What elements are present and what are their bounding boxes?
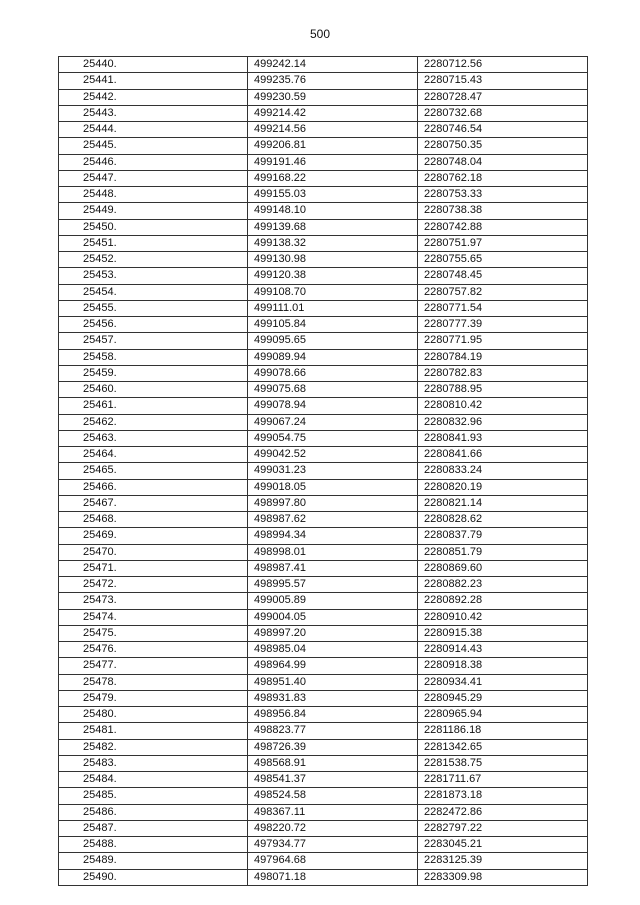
point-number-cell: 25451. — [59, 235, 248, 251]
point-number-cell: 25462. — [59, 414, 248, 430]
y-coordinate-cell: 2280882.23 — [418, 577, 588, 593]
y-coordinate-cell: 2280782.83 — [418, 365, 588, 381]
x-coordinate-cell: 498823.77 — [248, 723, 418, 739]
x-coordinate-cell: 499111.01 — [248, 300, 418, 316]
y-coordinate-cell: 2280750.35 — [418, 138, 588, 154]
x-coordinate-cell: 498541.37 — [248, 772, 418, 788]
x-coordinate-cell: 499042.52 — [248, 447, 418, 463]
point-number-cell: 25466. — [59, 479, 248, 495]
table-row — [59, 788, 588, 804]
point-number-cell: 25455. — [59, 300, 248, 316]
x-coordinate-cell: 498931.83 — [248, 690, 418, 706]
table-row — [59, 398, 588, 414]
x-coordinate-cell: 499242.14 — [248, 57, 418, 73]
point-number-cell: 25490. — [59, 869, 248, 885]
point-number-cell: 25479. — [59, 690, 248, 706]
y-coordinate-cell: 2280910.42 — [418, 609, 588, 625]
point-number-cell: 25482. — [59, 739, 248, 755]
table-row — [59, 609, 588, 625]
table-row — [59, 122, 588, 138]
y-coordinate-cell: 2280841.66 — [418, 447, 588, 463]
y-coordinate-cell: 2280821.14 — [418, 495, 588, 511]
y-coordinate-cell: 2280757.82 — [418, 284, 588, 300]
table-row — [59, 284, 588, 300]
table-row — [59, 479, 588, 495]
point-number-cell: 25472. — [59, 577, 248, 593]
point-number-cell: 25474. — [59, 609, 248, 625]
x-coordinate-cell: 498997.80 — [248, 495, 418, 511]
table-row — [59, 820, 588, 836]
x-coordinate-cell: 498367.11 — [248, 804, 418, 820]
point-number-cell: 25483. — [59, 755, 248, 771]
point-number-cell: 25457. — [59, 333, 248, 349]
table-row — [59, 203, 588, 219]
y-coordinate-cell: 2280934.41 — [418, 674, 588, 690]
x-coordinate-cell: 499214.42 — [248, 105, 418, 121]
y-coordinate-cell: 2280828.62 — [418, 512, 588, 528]
table-row — [59, 528, 588, 544]
table-row — [59, 349, 588, 365]
y-coordinate-cell: 2280945.29 — [418, 690, 588, 706]
table-row — [59, 804, 588, 820]
y-coordinate-cell: 2280918.38 — [418, 658, 588, 674]
point-number-cell: 25444. — [59, 122, 248, 138]
table-row — [59, 772, 588, 788]
point-number-cell: 25445. — [59, 138, 248, 154]
y-coordinate-cell: 2280833.24 — [418, 463, 588, 479]
x-coordinate-cell: 499005.89 — [248, 593, 418, 609]
point-number-cell: 25485. — [59, 788, 248, 804]
y-coordinate-cell: 2280788.95 — [418, 382, 588, 398]
point-number-cell: 25448. — [59, 187, 248, 203]
point-number-cell: 25465. — [59, 463, 248, 479]
y-coordinate-cell: 2280837.79 — [418, 528, 588, 544]
point-number-cell: 25473. — [59, 593, 248, 609]
y-coordinate-cell: 2280755.65 — [418, 252, 588, 268]
table-row — [59, 739, 588, 755]
table-row — [59, 512, 588, 528]
table-row — [59, 300, 588, 316]
table-row — [59, 105, 588, 121]
y-coordinate-cell: 2280784.19 — [418, 349, 588, 365]
table-row — [59, 414, 588, 430]
y-coordinate-cell: 2283045.21 — [418, 837, 588, 853]
x-coordinate-cell: 499075.68 — [248, 382, 418, 398]
y-coordinate-cell: 2280753.33 — [418, 187, 588, 203]
point-number-cell: 25464. — [59, 447, 248, 463]
x-coordinate-cell: 499139.68 — [248, 219, 418, 235]
point-number-cell: 25481. — [59, 723, 248, 739]
x-coordinate-cell: 499206.81 — [248, 138, 418, 154]
y-coordinate-cell: 2283309.98 — [418, 869, 588, 885]
y-coordinate-cell: 2280892.28 — [418, 593, 588, 609]
point-number-cell: 25441. — [59, 73, 248, 89]
table-row — [59, 869, 588, 885]
y-coordinate-cell: 2280712.56 — [418, 57, 588, 73]
y-coordinate-cell: 2280841.93 — [418, 430, 588, 446]
point-number-cell: 25486. — [59, 804, 248, 820]
point-number-cell: 25478. — [59, 674, 248, 690]
y-coordinate-cell: 2280832.96 — [418, 414, 588, 430]
point-number-cell: 25468. — [59, 512, 248, 528]
x-coordinate-cell: 498220.72 — [248, 820, 418, 836]
x-coordinate-cell: 497934.77 — [248, 837, 418, 853]
table-row — [59, 187, 588, 203]
x-coordinate-cell: 499230.59 — [248, 89, 418, 105]
y-coordinate-cell: 2281538.75 — [418, 755, 588, 771]
table-row — [59, 707, 588, 723]
table-row — [59, 333, 588, 349]
x-coordinate-cell: 499108.70 — [248, 284, 418, 300]
x-coordinate-cell: 498568.91 — [248, 755, 418, 771]
y-coordinate-cell: 2281186.18 — [418, 723, 588, 739]
table-row — [59, 317, 588, 333]
point-number-cell: 25460. — [59, 382, 248, 398]
point-number-cell: 25446. — [59, 154, 248, 170]
x-coordinate-cell: 498524.58 — [248, 788, 418, 804]
x-coordinate-cell: 499214.56 — [248, 122, 418, 138]
y-coordinate-cell: 2280728.47 — [418, 89, 588, 105]
table-row — [59, 674, 588, 690]
x-coordinate-cell: 499031.23 — [248, 463, 418, 479]
x-coordinate-cell: 499148.10 — [248, 203, 418, 219]
y-coordinate-cell: 2280810.42 — [418, 398, 588, 414]
x-coordinate-cell: 499235.76 — [248, 73, 418, 89]
y-coordinate-cell: 2282797.22 — [418, 820, 588, 836]
point-number-cell: 25487. — [59, 820, 248, 836]
x-coordinate-cell: 498726.39 — [248, 739, 418, 755]
table-row — [59, 57, 588, 73]
y-coordinate-cell: 2281342.65 — [418, 739, 588, 755]
point-number-cell: 25443. — [59, 105, 248, 121]
table-row — [59, 252, 588, 268]
x-coordinate-cell: 499078.94 — [248, 398, 418, 414]
x-coordinate-cell: 498995.57 — [248, 577, 418, 593]
point-number-cell: 25471. — [59, 560, 248, 576]
x-coordinate-cell: 499018.05 — [248, 479, 418, 495]
point-number-cell: 25476. — [59, 642, 248, 658]
point-number-cell: 25440. — [59, 57, 248, 73]
table-row — [59, 544, 588, 560]
x-coordinate-cell: 498071.18 — [248, 869, 418, 885]
table-row — [59, 170, 588, 186]
point-number-cell: 25453. — [59, 268, 248, 284]
table-row — [59, 577, 588, 593]
y-coordinate-cell: 2280762.18 — [418, 170, 588, 186]
x-coordinate-cell: 499078.66 — [248, 365, 418, 381]
table-row — [59, 642, 588, 658]
point-number-cell: 25461. — [59, 398, 248, 414]
table-row — [59, 447, 588, 463]
x-coordinate-cell: 499191.46 — [248, 154, 418, 170]
point-number-cell: 25469. — [59, 528, 248, 544]
page-number: 500 — [309, 27, 331, 41]
table-row — [59, 73, 588, 89]
x-coordinate-cell: 498987.62 — [248, 512, 418, 528]
point-number-cell: 25452. — [59, 252, 248, 268]
y-coordinate-cell: 2280851.79 — [418, 544, 588, 560]
y-coordinate-cell: 2280738.38 — [418, 203, 588, 219]
y-coordinate-cell: 2280914.43 — [418, 642, 588, 658]
x-coordinate-cell: 499130.98 — [248, 252, 418, 268]
table-row — [59, 138, 588, 154]
x-coordinate-cell: 498951.40 — [248, 674, 418, 690]
y-coordinate-cell: 2283125.39 — [418, 853, 588, 869]
y-coordinate-cell: 2280820.19 — [418, 479, 588, 495]
table-row — [59, 837, 588, 853]
point-number-cell: 25489. — [59, 853, 248, 869]
x-coordinate-cell: 498987.41 — [248, 560, 418, 576]
y-coordinate-cell: 2280748.45 — [418, 268, 588, 284]
y-coordinate-cell: 2280748.04 — [418, 154, 588, 170]
table-row — [59, 235, 588, 251]
point-number-cell: 25454. — [59, 284, 248, 300]
x-coordinate-cell: 499054.75 — [248, 430, 418, 446]
point-number-cell: 25447. — [59, 170, 248, 186]
y-coordinate-cell: 2280746.54 — [418, 122, 588, 138]
table-row — [59, 853, 588, 869]
point-number-cell: 25449. — [59, 203, 248, 219]
x-coordinate-cell: 497964.68 — [248, 853, 418, 869]
x-coordinate-cell: 499155.03 — [248, 187, 418, 203]
point-number-cell: 25467. — [59, 495, 248, 511]
table-row — [59, 658, 588, 674]
x-coordinate-cell: 499168.22 — [248, 170, 418, 186]
point-number-cell: 25450. — [59, 219, 248, 235]
x-coordinate-cell: 499105.84 — [248, 317, 418, 333]
table-row — [59, 463, 588, 479]
x-coordinate-cell: 499067.24 — [248, 414, 418, 430]
point-number-cell: 25458. — [59, 349, 248, 365]
x-coordinate-cell: 499138.32 — [248, 235, 418, 251]
table-row — [59, 219, 588, 235]
table-row — [59, 723, 588, 739]
table-row — [59, 430, 588, 446]
x-coordinate-cell: 498998.01 — [248, 544, 418, 560]
point-number-cell: 25477. — [59, 658, 248, 674]
point-number-cell: 25470. — [59, 544, 248, 560]
y-coordinate-cell: 2280869.60 — [418, 560, 588, 576]
table-row — [59, 560, 588, 576]
point-number-cell: 25442. — [59, 89, 248, 105]
x-coordinate-cell: 498956.84 — [248, 707, 418, 723]
point-number-cell: 25459. — [59, 365, 248, 381]
table-row — [59, 625, 588, 641]
x-coordinate-cell: 498964.99 — [248, 658, 418, 674]
point-number-cell: 25480. — [59, 707, 248, 723]
y-coordinate-cell: 2280771.95 — [418, 333, 588, 349]
y-coordinate-cell: 2280751.97 — [418, 235, 588, 251]
y-coordinate-cell: 2281873.18 — [418, 788, 588, 804]
y-coordinate-cell: 2282472.86 — [418, 804, 588, 820]
x-coordinate-cell: 499120.38 — [248, 268, 418, 284]
y-coordinate-cell: 2280742.88 — [418, 219, 588, 235]
coordinates-table — [58, 56, 588, 886]
y-coordinate-cell: 2280771.54 — [418, 300, 588, 316]
coordinates-table-body — [59, 57, 588, 886]
point-number-cell: 25484. — [59, 772, 248, 788]
table-row — [59, 690, 588, 706]
x-coordinate-cell: 499004.05 — [248, 609, 418, 625]
x-coordinate-cell: 499089.94 — [248, 349, 418, 365]
y-coordinate-cell: 2280732.68 — [418, 105, 588, 121]
x-coordinate-cell: 499095.65 — [248, 333, 418, 349]
x-coordinate-cell: 498997.20 — [248, 625, 418, 641]
table-row — [59, 495, 588, 511]
y-coordinate-cell: 2280777.39 — [418, 317, 588, 333]
point-number-cell: 25488. — [59, 837, 248, 853]
table-row — [59, 365, 588, 381]
y-coordinate-cell: 2281711.67 — [418, 772, 588, 788]
table-row — [59, 382, 588, 398]
y-coordinate-cell: 2280715.43 — [418, 73, 588, 89]
x-coordinate-cell: 498994.34 — [248, 528, 418, 544]
y-coordinate-cell: 2280915.38 — [418, 625, 588, 641]
point-number-cell: 25456. — [59, 317, 248, 333]
table-row — [59, 268, 588, 284]
y-coordinate-cell: 2280965.94 — [418, 707, 588, 723]
point-number-cell: 25475. — [59, 625, 248, 641]
table-row — [59, 755, 588, 771]
table-row — [59, 593, 588, 609]
table-row — [59, 154, 588, 170]
table-row — [59, 89, 588, 105]
x-coordinate-cell: 498985.04 — [248, 642, 418, 658]
point-number-cell: 25463. — [59, 430, 248, 446]
